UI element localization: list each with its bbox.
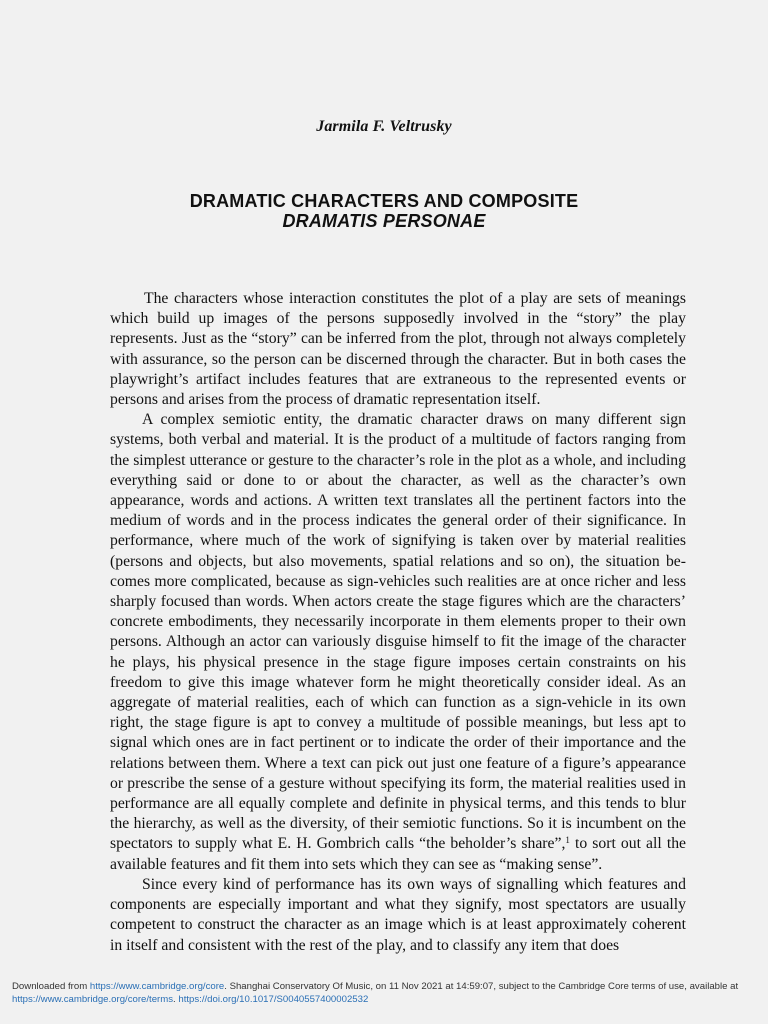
cambridge-core-link[interactable]: https://www.cambridge.org/core: [89, 981, 225, 992]
article-title: [0, 191, 768, 231]
paragraph-3: Since every kind of performance has its own ways of signalling which features and components are especially important and what they signify, most spectators are usually competent to construct the character as an image which is at least approximately coherent in itself and consistent with the rest of the play, and to classify any item that does: [110, 875, 686, 954]
terms-link[interactable]: https://www.cambridge.org/core/terms: [12, 993, 174, 1005]
paragraph-1: The characters whose interaction constitutes the plot of a play are sets of meanings which build up images of the persons supposedly involved in the “story” the play represents. Just as the “story” can be inferred from the plot, through not always completely with assurance, so the person can be discerned through the character. But in both cases the playwright’s artifact includes features that are extraneous to the represented events or persons and arises from the process of dramatic representation itself.: [110, 290, 686, 409]
paragraph-2-tail: to sort out all the available features and fit them into sets which they can see as “making sense”.: [110, 835, 686, 873]
footer-middle: . Shanghai Conservatory Of Music, on 11 Nov 2021 at 14:59:07, subject to the Cambridge Core terms of use, available at: [224, 981, 739, 992]
author-name: Jarmila F. Veltrusky: [316, 118, 452, 135]
footer-dot: .: [173, 993, 179, 1005]
title-line-1: DRAMATIC CHARACTERS AND COMPOSITE: [189, 191, 579, 211]
download-footer: [12, 981, 760, 1006]
doi-link[interactable]: https://doi.org/10.1017/S0040557400002532: [178, 993, 369, 1005]
title-line-2: DRAMATIS PERSONAE: [282, 211, 486, 231]
paragraph-2: [110, 410, 686, 875]
footer-prefix: Downloaded from: [12, 981, 90, 992]
paragraph-2-text: A complex semiotic entity, the dramatic character draws on many different sign systems, both verbal and material. It is the product of a multitude of factors ranging from the simplest utterance or gesture to the character’s role in the plot as a whole, and including everything said or done to or about the character, as well as the character’s own appearance, words and actions. A written text translates all the pertinent factors into the medium of words and in the process indicates the general order of their significance. In performance, where much of the work of signifying is taken over by material realities (persons and objects, but also movements, spatial relations and so on), the situation becomes more complicated, because as sign-vehicles such realities are at once richer and less sharply focused than words. When actors create the stage figures which are the characters’ concrete embodiments, they necessarily incorporate in them elements proper to their own persons. Although an actor can variously disguise himself to fit the image of the character he plays, his physical presence in the stage figure imposes certain constraints on his freedom to give this image whatever form he might theoretically consider ideal. As an aggregate of material realities, each of which can function as a sign-vehicle in its own right, the stage figure is apt to convey a multitude of possible meanings, but less apt to signal which ones are in fact pertinent or to indicate the order of their importance and the relations between them. Where a text can pick out just one feature of a figure’s appearance or prescribe the sense of a gesture without specifying its form, the material realities used in performance are all equally complete and definite in physical terms, and this tends to blur the hierarchy, as well as the diversity, of their semiotic functions. So it is incumbent on the spectators to supply what E. H. Gombrich calls “the beholder’s share”,: [110, 411, 686, 853]
article-body: [110, 289, 686, 956]
footnote-marker[interactable]: 1: [565, 835, 570, 846]
